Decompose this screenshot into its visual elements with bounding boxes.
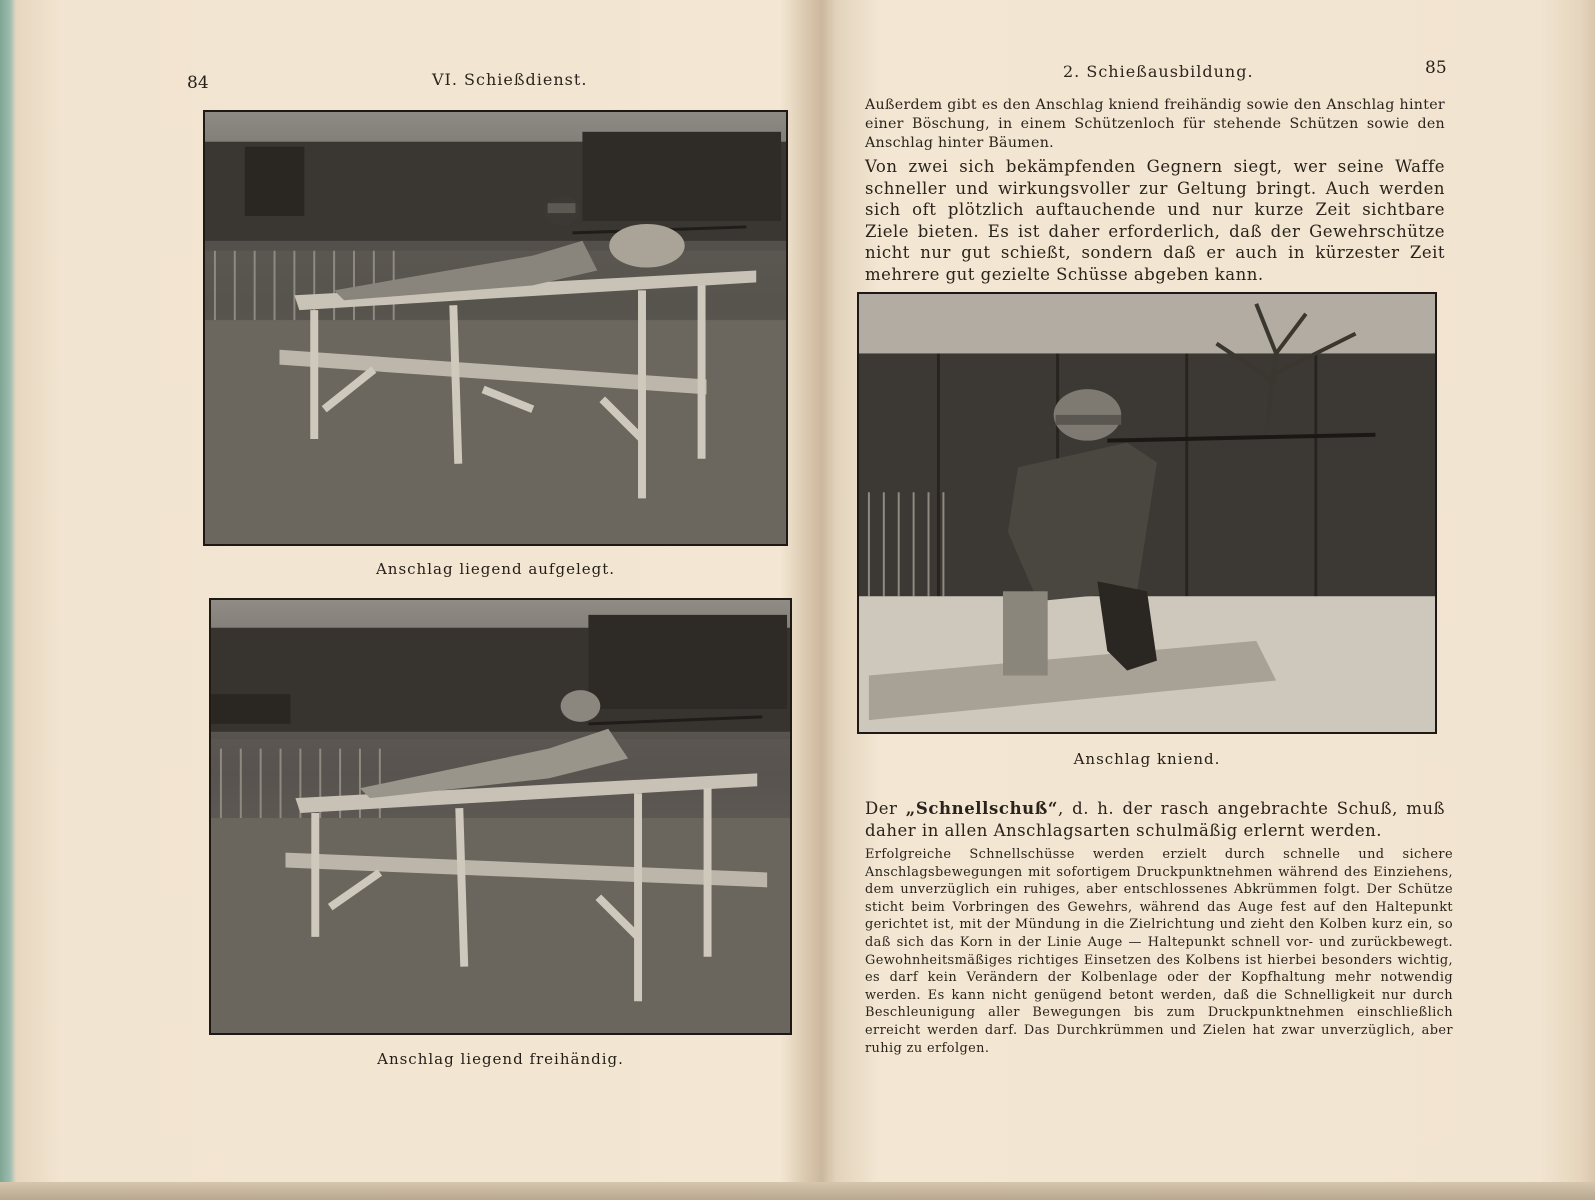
caption-prone-freehand: Anschlag liegend freihändig.	[377, 1050, 624, 1068]
right-page-number: 85	[1425, 58, 1447, 78]
paragraph-schnellschuss	[865, 798, 1445, 841]
photo-prone-freehand	[209, 598, 792, 1035]
paragraph-speed-of-fire: Von zwei sich bekämpfenden Gegnern siegt, wer seine Waffe schneller und wirkungsvoller zur Geltung bringt. Auch werden sich oft plötzlich auftauchende und nur kurze Zeit sichtbare Ziele bieten. Es ist daher erforderlich, daß der Gewehrschütze nicht nur gut schießt, sondern daß er auch in kürzester Zeit mehrere gut gezielte Schüsse abgeben kann.	[865, 157, 1445, 284]
photo-kneeling	[857, 292, 1437, 734]
caption-prone-supported: Anschlag liegend aufgelegt.	[375, 560, 616, 578]
left-page	[20, 0, 810, 1180]
paragraph-schnellschuss-suffix: , d. h. der rasch angebrachte Schuß, muß daher in allen Anschlagsarten schulmäßig erlernt werden.	[865, 799, 1445, 840]
left-page-number: 84	[187, 73, 209, 93]
photo-prone-supported	[203, 110, 788, 546]
paragraph-additional-positions: Außerdem gibt es den Anschlag kniend freihändig sowie den Anschlag hinter einer Böschung, in einem Schützenloch für stehende Schützen sowie den Anschlag hinter Bäumen.	[865, 97, 1445, 151]
term-schnellschuss: „Schnellschuß“	[905, 799, 1059, 818]
right-running-head: 2. Schießausbildung.	[1063, 62, 1254, 81]
book-bottom-edge	[0, 1182, 1595, 1200]
paragraph-schnellschuss-prefix: Der	[865, 799, 898, 818]
right-page	[830, 0, 1575, 1180]
caption-kneeling: Anschlag kniend.	[1073, 750, 1221, 768]
paragraph-rapid-fire-technique: Erfolgreiche Schnellschüsse werden erzielt durch schnelle und sichere Anschlagsbewegungen mit sofortigem Druckpunktnehmen während des Einziehens, dem unverzüglich ein ruhiges, aber entschlossenes Abkrümmen folgt. Der Schütze sticht beim Vorbringen des Gewehrs, während das Auge fest auf den Haltepunkt gerichtet ist, mit der Mündung in die Zielrichtung und zieht den Kolben kurz ein, so daß sich das Korn in der Linie Auge — Haltepunkt schnell vor- und zurückbewegt. Gewohnheitsmäßiges richtiges Einsetzen des Kolbens ist hierbei besonders wichtig, es darf kein Verändern der Kolbenlage oder der Kopfhaltung mehr notwendig werden. Es kann nicht genügend betont werden, daß die Schnelligkeit nur durch Beschleunigung aller Bewegungen bis zum Druckpunktnehmen einschließlich erreicht werden darf. Das Durchkrümmen und Zielen hat zwar unverzüglich, aber ruhig zu erfolgen.	[865, 847, 1453, 1056]
left-running-head: VI. Schießdienst.	[432, 70, 588, 89]
